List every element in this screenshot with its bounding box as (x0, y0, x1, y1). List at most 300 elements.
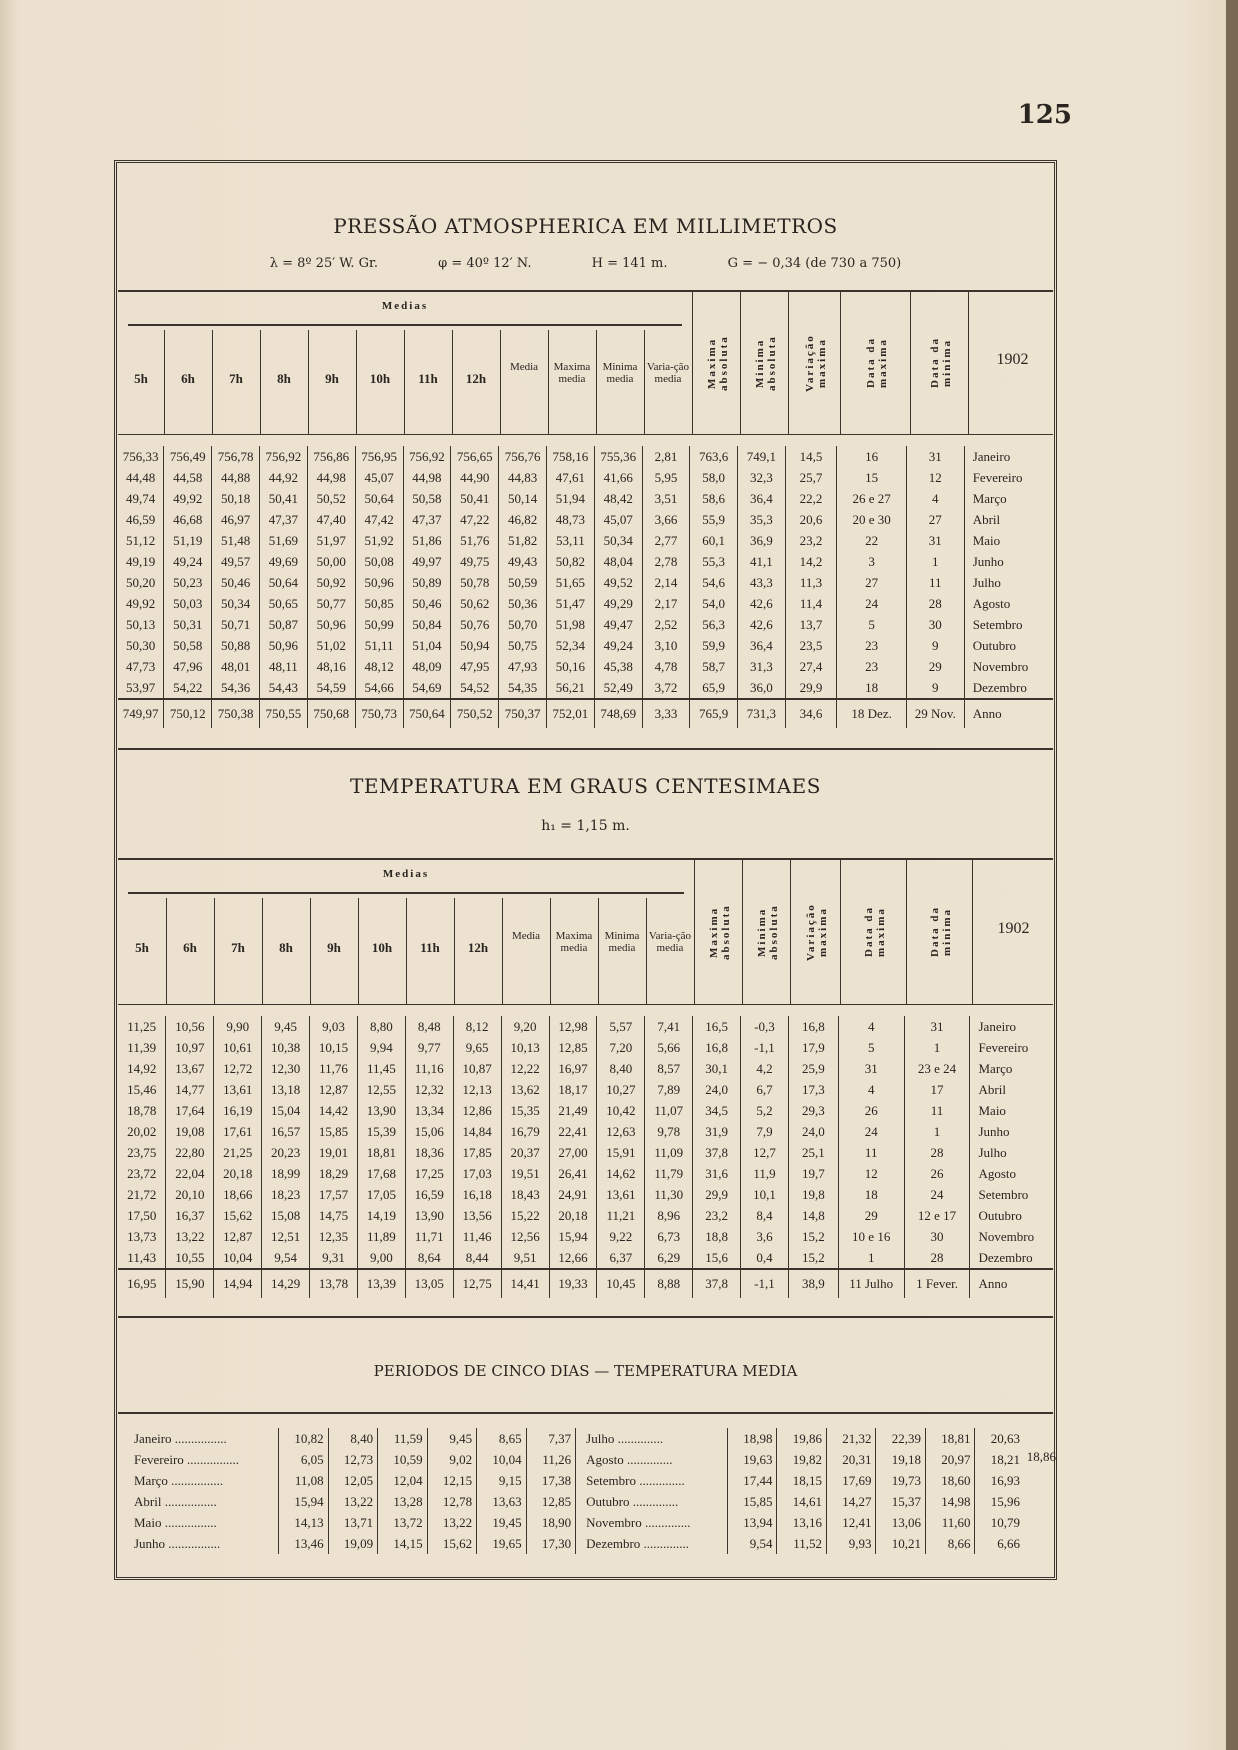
table-cell: 36,9 (738, 530, 786, 551)
table-cell: 20,31 (826, 1449, 876, 1470)
column-divider (742, 860, 743, 1004)
table-cell: 50,85 (355, 593, 403, 614)
table-cell: 44,83 (499, 467, 547, 488)
table-cell: 8,88 (645, 1269, 693, 1298)
temperature-table (118, 1016, 1053, 1298)
pressure-table (118, 446, 1053, 728)
table-cell: 45,38 (594, 656, 642, 677)
month-label: Janeiro ................ (134, 1431, 227, 1446)
table-cell: 20,37 (501, 1142, 549, 1163)
table-cell: 19,18 (876, 1449, 926, 1470)
table-cell: 9,20 (501, 1016, 549, 1037)
table-cell: 12,7 (741, 1142, 789, 1163)
table-cell: 17,9 (788, 1037, 838, 1058)
table-cell: 16,18 (453, 1184, 501, 1205)
table-row (118, 551, 1053, 572)
table-cell: 15,2 (788, 1226, 838, 1247)
hour-header: 11h (418, 371, 438, 386)
table-cell: 50,99 (355, 614, 403, 635)
table-cell: 12,85 (526, 1491, 576, 1512)
table-cell: 12,63 (597, 1121, 645, 1142)
table-cell: 22,80 (166, 1142, 214, 1163)
table-cell: 12,22 (501, 1058, 549, 1079)
table-cell: 24 (904, 1184, 970, 1205)
table-cell: 12,35 (310, 1226, 358, 1247)
table-cell: -0,3 (741, 1016, 789, 1037)
table-cell: 9,93 (826, 1533, 876, 1554)
table-cell: 48,04 (594, 551, 642, 572)
table-cell: 31,9 (693, 1121, 741, 1142)
table-cell: 18,90 (526, 1512, 576, 1533)
column-divider (840, 292, 841, 434)
table-cell: 17,64 (166, 1100, 214, 1121)
table-cell: 54,52 (451, 677, 499, 699)
table-cell: 9,65 (453, 1037, 501, 1058)
hour-header: 6h (181, 371, 195, 386)
table-cell: 756,92 (403, 446, 451, 467)
table-cell: 50,59 (499, 572, 547, 593)
table-cell: 58,7 (690, 656, 738, 677)
table-cell: 9,77 (405, 1037, 453, 1058)
stat-header: Media (509, 361, 539, 373)
table-cell: 18,8 (693, 1226, 741, 1247)
table-cell: 42,6 (738, 593, 786, 614)
table-cell: 18,23 (262, 1184, 310, 1205)
table-row (118, 1016, 1053, 1037)
table-cell: 23 (837, 656, 907, 677)
table-cell: 48,73 (546, 509, 594, 530)
table-cell: 31 (906, 530, 964, 551)
table-cell: 10,04 (214, 1247, 262, 1269)
table-cell: 11,25 (127, 1019, 157, 1034)
table-cell: 51,02 (307, 635, 355, 656)
table-cell: 8,48 (405, 1016, 453, 1037)
pressure-params (114, 256, 1057, 271)
hour-header: 5h (134, 371, 148, 386)
table-row (118, 677, 1053, 699)
month-label: Outubro (970, 1205, 1053, 1226)
hour-header: 10h (371, 940, 393, 955)
hour-header: 9h (325, 371, 339, 386)
table-cell: 10,97 (166, 1037, 214, 1058)
month-label: Janeiro (970, 1016, 1053, 1037)
table-cell: 54,69 (403, 677, 451, 699)
table-cell: 2,17 (642, 593, 690, 614)
table-cell: 12,05 (328, 1470, 378, 1491)
table-cell: 50,96 (307, 614, 355, 635)
table-cell: 31,3 (738, 656, 786, 677)
table-cell: 18,99 (262, 1163, 310, 1184)
vertical-header: Maxima absoluta (708, 904, 732, 960)
table-cell: 17,05 (357, 1184, 405, 1205)
table-cell: 11,3 (785, 572, 837, 593)
vertical-header: Data da minima (929, 906, 953, 958)
table-cell: 15,96 (975, 1491, 1024, 1512)
table-cell: 37,8 (693, 1269, 741, 1298)
table-cell: 12,51 (262, 1226, 310, 1247)
table-cell: 50,71 (212, 614, 260, 635)
gravity-param: G = − 0,34 (de 730 a 750) (727, 256, 902, 271)
table-cell: 3,66 (642, 509, 690, 530)
table-cell: 21,72 (127, 1187, 157, 1202)
table-cell: 15,2 (788, 1247, 838, 1269)
table-cell: 50,87 (260, 614, 308, 635)
table-cell: 23,5 (785, 635, 837, 656)
table-cell: 13,78 (310, 1269, 358, 1298)
month-label: Maio (964, 530, 1053, 551)
stat-header: Minima media (602, 361, 638, 385)
table-cell: 4 (906, 488, 964, 509)
table-cell: 51,11 (355, 635, 403, 656)
table-cell: 12,15 (427, 1470, 477, 1491)
year-header: 1902 (997, 920, 1030, 937)
table-cell: 38,9 (788, 1269, 838, 1298)
table-cell: 22,2 (785, 488, 837, 509)
table-cell: 31 (838, 1058, 904, 1079)
table-cell: 14,2 (785, 551, 837, 572)
table-cell: 12,32 (405, 1079, 453, 1100)
month-label: Outubro (964, 635, 1053, 656)
table-cell: 51,69 (260, 530, 308, 551)
table-cell: 51,86 (403, 530, 451, 551)
table-cell: 17,61 (214, 1121, 262, 1142)
table-cell: 49,24 (164, 551, 212, 572)
table-cell: 49,92 (126, 596, 156, 611)
table-cell: 24 (837, 593, 907, 614)
table-cell: 5,57 (597, 1016, 645, 1037)
book-spine (1226, 0, 1238, 1750)
table-cell: 17,85 (453, 1142, 501, 1163)
table-cell: 8,12 (453, 1016, 501, 1037)
table-cell: 49,75 (451, 551, 499, 572)
table-cell: 750,55 (260, 699, 308, 728)
table-cell: 50,96 (355, 572, 403, 593)
table-cell: 11 Julho (838, 1269, 904, 1298)
table-cell: 26 (838, 1100, 904, 1121)
table-cell: 20,6 (785, 509, 837, 530)
table-cell: 15,94 (549, 1226, 597, 1247)
column-divider (790, 860, 791, 1004)
table-cell: 27 (837, 572, 907, 593)
stat-header: Varia-ção media (648, 930, 692, 954)
month-label: Dezembro .............. (576, 1533, 728, 1554)
table-cell: 13,22 (328, 1491, 378, 1512)
table-cell: -1,1 (741, 1269, 789, 1298)
table-cell: 31,6 (693, 1163, 741, 1184)
table-cell: 9,22 (597, 1226, 645, 1247)
table-cell: 2,14 (642, 572, 690, 593)
table-cell: 18 (838, 1184, 904, 1205)
table-cell: 3,51 (642, 488, 690, 509)
table-cell: 9,54 (262, 1247, 310, 1269)
table-cell: 11 (904, 1100, 970, 1121)
table-cell: 17,38 (526, 1470, 576, 1491)
table-cell: 46,68 (164, 509, 212, 530)
table-cell: 30 (904, 1226, 970, 1247)
column-divider (694, 860, 695, 1004)
table-cell: 47,22 (451, 509, 499, 530)
annual-row (118, 699, 1053, 728)
table-cell: 12 (838, 1163, 904, 1184)
table-cell: 9,54 (727, 1533, 777, 1554)
table-cell: 29 Nov. (906, 699, 964, 728)
table-cell: 50,08 (355, 551, 403, 572)
table-cell: 49,97 (403, 551, 451, 572)
table-cell: 48,11 (260, 656, 308, 677)
column-divider (692, 292, 693, 434)
table-cell: 763,6 (690, 446, 738, 467)
table-cell: 50,58 (403, 488, 451, 509)
table-cell: 15 (837, 467, 907, 488)
table-cell: 47,40 (307, 509, 355, 530)
table-row (124, 1449, 1024, 1470)
column-divider (840, 860, 841, 1004)
table-cell: 59,9 (690, 635, 738, 656)
hour-header: 7h (229, 371, 243, 386)
table-row (118, 635, 1053, 656)
table-cell: 9,94 (357, 1037, 405, 1058)
table-cell: 48,01 (212, 656, 260, 677)
table-cell: 11,9 (741, 1163, 789, 1184)
vertical-header: Variação maxima (804, 334, 828, 392)
table-cell: 50,96 (260, 635, 308, 656)
table-cell: 20,23 (262, 1142, 310, 1163)
table-cell: 3,33 (642, 699, 690, 728)
table-cell: 50,00 (307, 551, 355, 572)
table-cell: 12,56 (501, 1226, 549, 1247)
month-label: Fevereiro ................ (134, 1452, 240, 1467)
table-cell: 16,57 (262, 1121, 310, 1142)
table-cell: 4 (838, 1079, 904, 1100)
table-cell: 11,30 (645, 1184, 693, 1205)
table-cell: 29 (838, 1205, 904, 1226)
year-header: 1902 (996, 351, 1029, 368)
table-cell: 12,55 (357, 1079, 405, 1100)
pressure-column-header (118, 292, 1053, 434)
table-cell: 50,36 (499, 593, 547, 614)
table-cell: 49,29 (594, 593, 642, 614)
table-cell: 52,49 (594, 677, 642, 699)
month-label: Setembro (964, 614, 1053, 635)
table-cell: 12,86 (453, 1100, 501, 1121)
column-divider (906, 860, 907, 1004)
table-cell: 50,89 (403, 572, 451, 593)
table-cell: 756,92 (260, 446, 308, 467)
table-cell: 749,1 (738, 446, 786, 467)
month-label: Novembro (964, 656, 1053, 677)
table-cell: 20,18 (549, 1205, 597, 1226)
table-cell: 49,69 (260, 551, 308, 572)
table-cell: 17,68 (357, 1163, 405, 1184)
table-cell: 9,51 (501, 1247, 549, 1269)
temperature-title: TEMPERATURA EM GRAUS CENTESIMAES (350, 774, 821, 798)
table-cell: 34,6 (785, 699, 837, 728)
table-cell: 17,44 (727, 1470, 777, 1491)
table-cell: 16,59 (405, 1184, 453, 1205)
table-cell: 22,41 (549, 1121, 597, 1142)
table-cell: 10,42 (597, 1100, 645, 1121)
table-cell: 47,61 (546, 467, 594, 488)
table-cell: 49,74 (126, 491, 156, 506)
table-cell: 14,42 (310, 1100, 358, 1121)
table-row (118, 446, 1053, 467)
table-row (118, 1100, 1053, 1121)
table-cell: 31 (904, 1016, 970, 1037)
table-cell: 2,81 (642, 446, 690, 467)
month-label: Março (970, 1058, 1053, 1079)
stat-header: Media (511, 930, 541, 942)
table-cell: 13,94 (727, 1512, 777, 1533)
month-label: Abril ................ (134, 1494, 217, 1509)
table-cell: 750,12 (164, 699, 212, 728)
table-cell: 23 e 24 (904, 1058, 970, 1079)
table-cell: 47,42 (355, 509, 403, 530)
table-cell: 14,5 (785, 446, 837, 467)
table-cell: 7,41 (645, 1016, 693, 1037)
table-cell: 20 e 30 (837, 509, 907, 530)
table-cell: 3,72 (642, 677, 690, 699)
table-cell: 47,37 (260, 509, 308, 530)
table-row (124, 1428, 1024, 1449)
table-cell: 15,90 (166, 1269, 214, 1298)
table-cell: 752,01 (546, 699, 594, 728)
table-cell: 5,95 (642, 467, 690, 488)
table-cell: 50,70 (499, 614, 547, 635)
table-cell: 45,07 (355, 467, 403, 488)
table-cell: 13,18 (262, 1079, 310, 1100)
table-cell: 11,26 (526, 1449, 576, 1470)
table-cell: 12,13 (453, 1079, 501, 1100)
table-cell: 47,96 (164, 656, 212, 677)
table-cell: 11,07 (645, 1100, 693, 1121)
table-cell: 15,04 (262, 1100, 310, 1121)
table-cell: 8,64 (405, 1247, 453, 1269)
month-label: Agosto (970, 1163, 1053, 1184)
table-cell: 11 (838, 1142, 904, 1163)
month-label: Agosto (964, 593, 1053, 614)
month-label: Outubro .............. (576, 1491, 728, 1512)
table-cell: 21,49 (549, 1100, 597, 1121)
table-cell: 26,41 (549, 1163, 597, 1184)
table-cell: 748,69 (594, 699, 642, 728)
hour-header: 5h (135, 940, 149, 955)
table-cell: 15,6 (693, 1247, 741, 1269)
table-cell: 16,8 (788, 1016, 838, 1037)
table-cell: 12,87 (310, 1079, 358, 1100)
table-cell: 19,86 (777, 1428, 827, 1449)
table-cell: 44,90 (451, 467, 499, 488)
table-cell: 24 (838, 1121, 904, 1142)
table-cell: 11,43 (127, 1250, 157, 1265)
table-cell: 17,03 (453, 1163, 501, 1184)
month-label: Julho (970, 1142, 1053, 1163)
hour-header: 9h (327, 940, 341, 955)
month-label: Maio ................ (134, 1515, 217, 1530)
table-cell: 12 (906, 467, 964, 488)
table-cell: 29,3 (788, 1100, 838, 1121)
table-cell: 12,75 (453, 1269, 501, 1298)
table-cell: 10,15 (310, 1037, 358, 1058)
table-cell: 48,42 (594, 488, 642, 509)
table-cell: 21,25 (214, 1142, 262, 1163)
table-cell: 50,13 (126, 617, 156, 632)
table-cell: 50,52 (307, 488, 355, 509)
table-cell: 7,9 (741, 1121, 789, 1142)
table-cell: 50,31 (164, 614, 212, 635)
periods-title: PERIODOS DE CINCO DIAS — TEMPERATURA MEDIA (373, 1362, 798, 1380)
table-cell: 50,77 (307, 593, 355, 614)
table-cell: 17,69 (826, 1470, 876, 1491)
hour-header: 6h (183, 940, 197, 955)
table-cell: 19,63 (727, 1449, 777, 1470)
month-label: Novembro .............. (576, 1512, 728, 1533)
table-cell: 49,43 (499, 551, 547, 572)
table-cell: 11,4 (785, 593, 837, 614)
table-cell: 8,96 (645, 1205, 693, 1226)
column-divider (500, 330, 501, 434)
month-label: Março (964, 488, 1053, 509)
table-cell: 48,12 (355, 656, 403, 677)
table-cell: 14,92 (127, 1061, 157, 1076)
table-cell: 15,22 (501, 1205, 549, 1226)
table-cell: 1 (904, 1037, 970, 1058)
table-cell: 0,4 (741, 1247, 789, 1269)
table-cell: 47,37 (403, 509, 451, 530)
table-cell: 8,40 (597, 1058, 645, 1079)
table-cell: 55,9 (690, 509, 738, 530)
altitude-param: H = 141 m. (591, 256, 668, 271)
month-label: Junho (970, 1121, 1053, 1142)
table-cell: 50,88 (212, 635, 260, 656)
table-cell: 11,76 (310, 1058, 358, 1079)
table-cell: 65,9 (690, 677, 738, 699)
table-cell: 10,13 (501, 1037, 549, 1058)
table-cell: 50,82 (546, 551, 594, 572)
periods-table (124, 1428, 1024, 1554)
column-divider (788, 292, 789, 434)
table-cell: 11,21 (597, 1205, 645, 1226)
table-row (118, 1226, 1053, 1247)
table-cell: 11,71 (405, 1226, 453, 1247)
table-cell: 13,61 (597, 1184, 645, 1205)
table-cell: 13,28 (378, 1491, 428, 1512)
table-cell: 50,78 (451, 572, 499, 593)
table-cell: 12,73 (328, 1449, 378, 1470)
table-cell: 14,8 (788, 1205, 838, 1226)
table-cell: 24,0 (788, 1121, 838, 1142)
table-cell: 51,12 (126, 533, 156, 548)
table-cell: 10,61 (214, 1037, 262, 1058)
table-cell: 19,7 (788, 1163, 838, 1184)
table-cell: 44,58 (164, 467, 212, 488)
table-cell: 44,88 (212, 467, 260, 488)
table-cell: 13,56 (453, 1205, 501, 1226)
table-cell: 13,16 (777, 1512, 827, 1533)
table-cell: 756,33 (122, 449, 159, 464)
table-cell: 50,64 (355, 488, 403, 509)
table-cell: 12,98 (549, 1016, 597, 1037)
month-label: Dezembro (970, 1247, 1053, 1269)
table-cell: 44,98 (307, 467, 355, 488)
medias-rule (128, 892, 684, 894)
table-row (118, 509, 1053, 530)
table-cell: 19,33 (549, 1269, 597, 1298)
month-label: Abril (970, 1079, 1053, 1100)
vertical-header: Data da maxima (863, 906, 887, 958)
table-cell: 3,6 (741, 1226, 789, 1247)
hour-header: 10h (369, 371, 391, 386)
table-cell: 49,47 (594, 614, 642, 635)
